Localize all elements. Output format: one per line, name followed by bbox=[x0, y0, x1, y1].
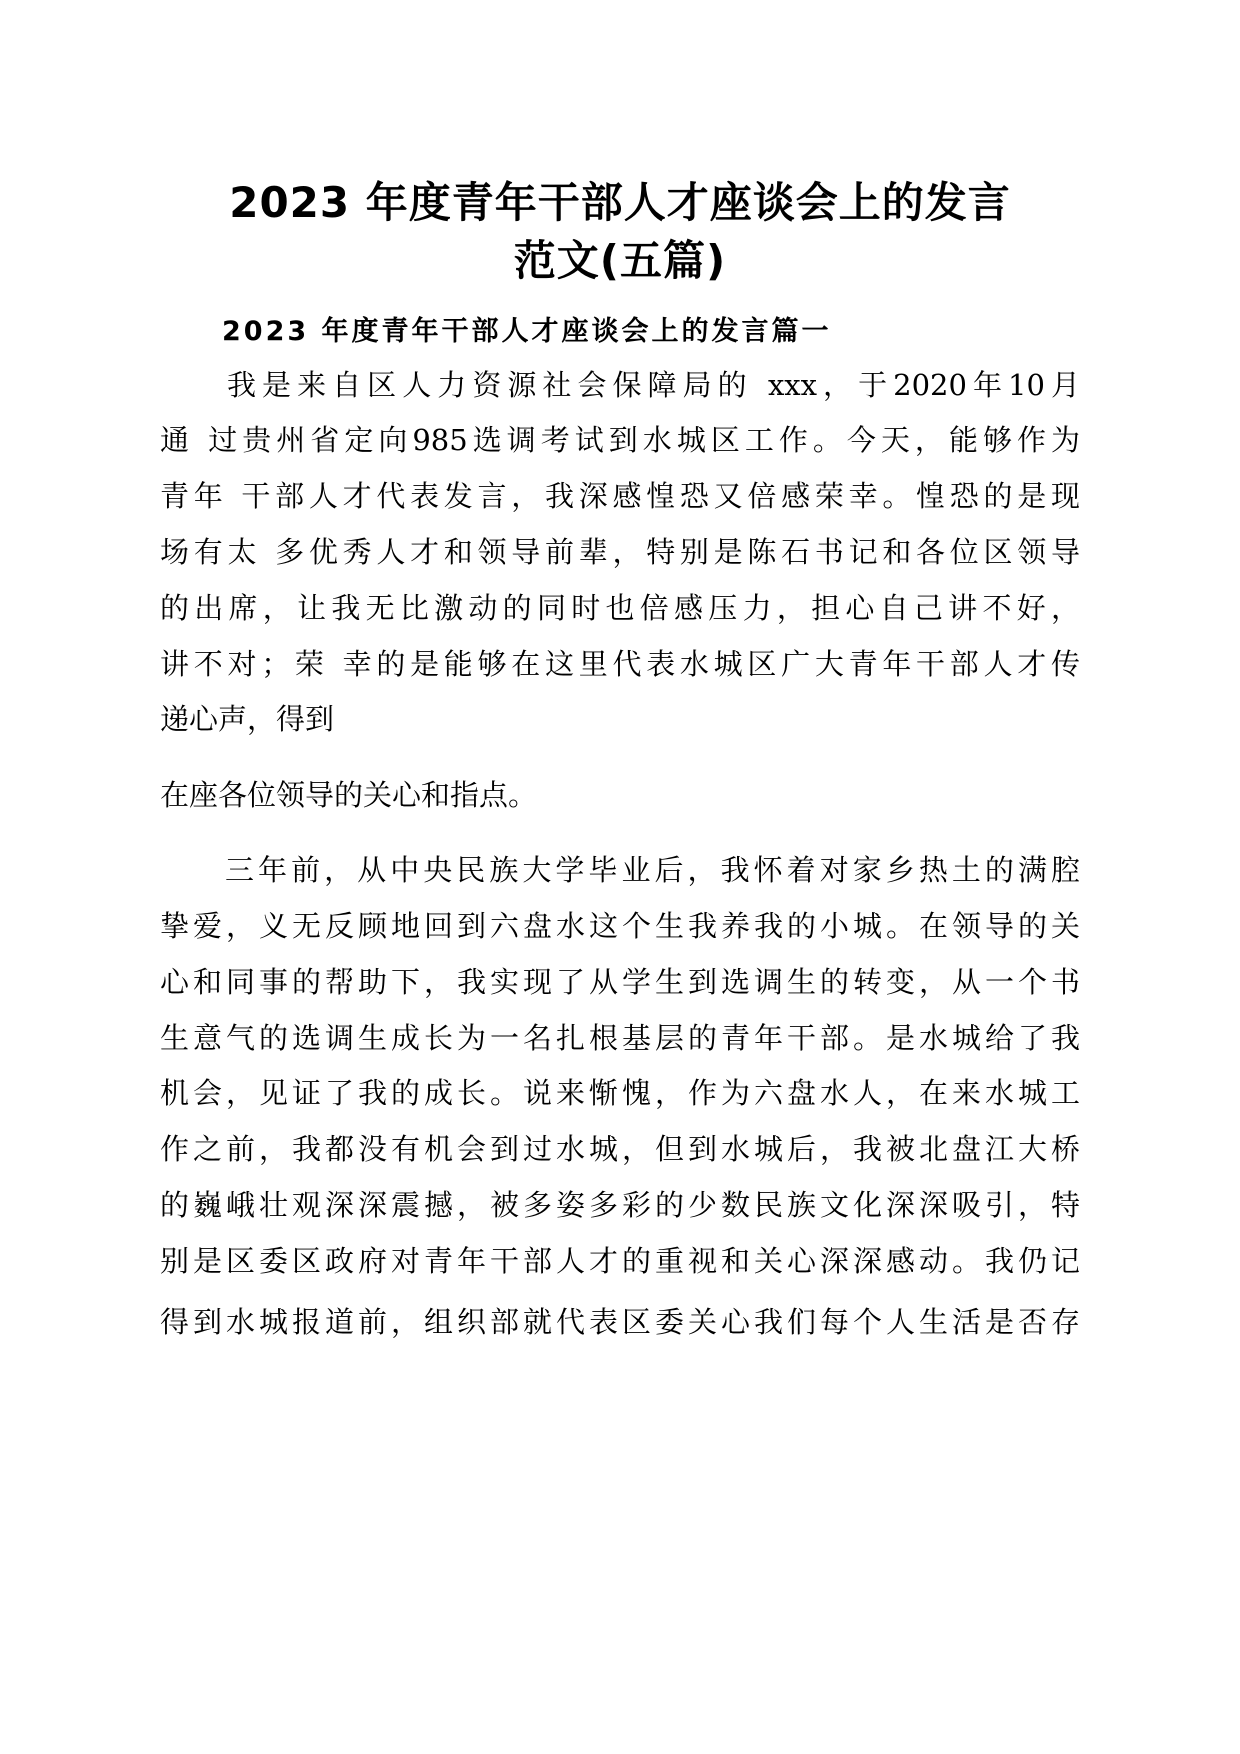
paragraph-3-line-1: 三年前，从中央民族大学毕业后，我怀着对家乡热土的满腔 bbox=[225, 853, 1080, 887]
paragraph-3-line-7: 的巍峨壮观深深震撼，被多姿多彩的少数民族文化深深吸引，特 bbox=[160, 1188, 1080, 1222]
paragraph-3-line-9: 得到水城报道前，组织部就代表区委关心我们每个人生活是否存 bbox=[160, 1305, 1080, 1339]
paragraph-1-line-4: 场有太 多优秀人才和领导前辈，特别是陈石书记和各位区领导 bbox=[160, 535, 1080, 569]
paragraph-2-line-1: 在座各位领导的关心和指点。 bbox=[160, 778, 538, 812]
paragraph-3-line-3: 心和同事的帮助下，我实现了从学生到选调生的转变，从一个书 bbox=[160, 965, 1080, 999]
paragraph-1-line-1: 我是来自区人力资源社会保障局的 xxx，于2020年10月 bbox=[227, 368, 1080, 402]
paragraph-1-line-3: 青年 干部人才代表发言，我深感惶恐又倍感荣幸。惶恐的是现 bbox=[160, 479, 1080, 513]
paragraph-1-line-6: 讲不对；荣 幸的是能够在这里代表水城区广大青年干部人才传 bbox=[160, 647, 1080, 681]
paragraph-3-line-2: 挚爱，义无反顾地回到六盘水这个生我养我的小城。在领导的关 bbox=[160, 909, 1080, 943]
paragraph-3-line-5: 机会，见证了我的成长。说来惭愧，作为六盘水人，在来水城工 bbox=[160, 1076, 1080, 1110]
paragraph-3-line-4: 生意气的选调生成长为一名扎根基层的青年干部。是水城给了我 bbox=[160, 1021, 1080, 1055]
paragraph-1-line-7: 递心声，得到 bbox=[160, 702, 335, 736]
paragraph-3-line-8: 别是区委区政府对青年干部人才的重视和关心深深感动。我仍记 bbox=[160, 1244, 1080, 1278]
paragraph-3-line-6: 作之前，我都没有机会到过水城，但到水城后，我被北盘江大桥 bbox=[160, 1132, 1080, 1166]
paragraph-1-line-2: 通 过贵州省定向985选调考试到水城区工作。今天，能够作为 bbox=[160, 423, 1080, 457]
section-heading: 2023 年度青年干部人才座谈会上的发言篇一 bbox=[222, 316, 832, 347]
document-title-line-2: 范文(五篇) bbox=[513, 236, 727, 285]
paragraph-1-line-5: 的出席，让我无比激动的同时也倍感压力，担心自己讲不好， bbox=[160, 591, 1080, 625]
document-title-line-1: 2023 年度青年干部人才座谈会上的发言 bbox=[229, 178, 1011, 227]
